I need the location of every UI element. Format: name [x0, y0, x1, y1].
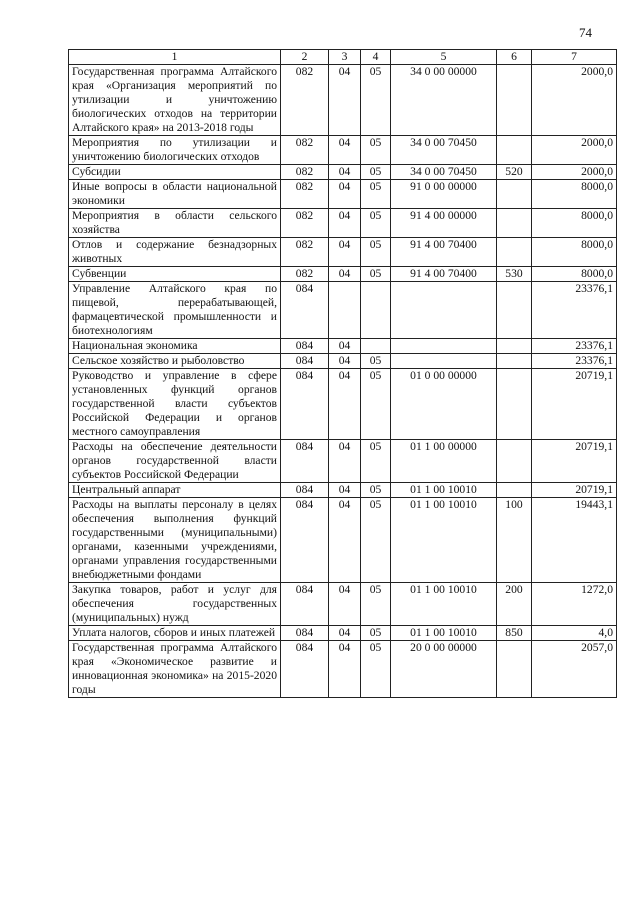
section-code: 04 — [329, 641, 361, 698]
amount: 8000,0 — [532, 209, 617, 238]
target-article: 34 0 00 70450 — [391, 136, 497, 165]
admin-code: 082 — [281, 209, 329, 238]
row-name: Мероприятия по утилизации и уничтожению биологических отходов — [69, 136, 281, 165]
amount: 2057,0 — [532, 641, 617, 698]
section-code: 04 — [329, 65, 361, 136]
section-code: 04 — [329, 483, 361, 498]
admin-code: 082 — [281, 136, 329, 165]
admin-code: 084 — [281, 626, 329, 641]
table-row — [69, 498, 617, 583]
table-row — [69, 583, 617, 626]
subsection-code: 05 — [361, 180, 391, 209]
budget-table — [68, 49, 617, 698]
section-code: 04 — [329, 626, 361, 641]
target-article: 91 4 00 70400 — [391, 267, 497, 282]
subsection-code: 05 — [361, 483, 391, 498]
amount: 23376,1 — [532, 354, 617, 369]
subsection-code: 05 — [361, 354, 391, 369]
row-name: Субвенции — [69, 267, 281, 282]
row-name: Мероприятия в области сельского хозяйства — [69, 209, 281, 238]
admin-code: 084 — [281, 440, 329, 483]
table-row — [69, 136, 617, 165]
column-header: 6 — [497, 50, 532, 65]
row-name: Уплата налогов, сборов и иных платежей — [69, 626, 281, 641]
row-name: Национальная экономика — [69, 339, 281, 354]
target-article: 01 1 00 10010 — [391, 483, 497, 498]
row-name: Расходы на выплаты персоналу в целях обеспечения выполнения функций государственными (муниципальными) органами, казенными учреждениями, органами управления государственными внебюджетными фондами — [69, 498, 281, 583]
header-row — [69, 50, 617, 65]
section-code: 04 — [329, 267, 361, 282]
expense-type — [497, 136, 532, 165]
admin-code: 082 — [281, 267, 329, 282]
amount: 2000,0 — [532, 165, 617, 180]
admin-code: 084 — [281, 483, 329, 498]
table-row — [69, 209, 617, 238]
subsection-code — [361, 339, 391, 354]
amount: 1272,0 — [532, 583, 617, 626]
subsection-code: 05 — [361, 165, 391, 180]
subsection-code: 05 — [361, 626, 391, 641]
table-row — [69, 369, 617, 440]
section-code: 04 — [329, 136, 361, 165]
target-article — [391, 282, 497, 339]
table-row — [69, 354, 617, 369]
table-row — [69, 267, 617, 282]
expense-type — [497, 238, 532, 267]
target-article — [391, 339, 497, 354]
admin-code: 084 — [281, 282, 329, 339]
row-name: Управление Алтайского края по пищевой, перерабатывающей, фармацевтической промышленности и биотехнологиям — [69, 282, 281, 339]
expense-type: 100 — [497, 498, 532, 583]
table-header — [69, 50, 617, 65]
target-article: 91 0 00 00000 — [391, 180, 497, 209]
table-row — [69, 641, 617, 698]
table-row — [69, 180, 617, 209]
amount: 2000,0 — [532, 65, 617, 136]
admin-code: 084 — [281, 641, 329, 698]
section-code: 04 — [329, 583, 361, 626]
amount: 8000,0 — [532, 180, 617, 209]
target-article: 01 1 00 10010 — [391, 498, 497, 583]
expense-type — [497, 209, 532, 238]
column-header: 3 — [329, 50, 361, 65]
admin-code: 082 — [281, 65, 329, 136]
expense-type: 530 — [497, 267, 532, 282]
target-article: 01 1 00 00000 — [391, 440, 497, 483]
subsection-code: 05 — [361, 440, 391, 483]
admin-code: 084 — [281, 369, 329, 440]
row-name: Руководство и управление в сфере установленных функций органов государственной власти субъектов Российской Федерации и органов местного самоуправления — [69, 369, 281, 440]
expense-type — [497, 369, 532, 440]
column-header: 1 — [69, 50, 281, 65]
expense-type — [497, 354, 532, 369]
column-header: 5 — [391, 50, 497, 65]
row-name: Иные вопросы в области национальной экономики — [69, 180, 281, 209]
expense-type — [497, 339, 532, 354]
table-row — [69, 165, 617, 180]
table-row — [69, 483, 617, 498]
row-name: Расходы на обеспечение деятельности органов государственной власти субъектов Российской Федерации — [69, 440, 281, 483]
subsection-code: 05 — [361, 136, 391, 165]
row-name: Государственная программа Алтайского края «Экономическое развитие и инновационная экономика» на 2015-2020 годы — [69, 641, 281, 698]
expense-type: 520 — [497, 165, 532, 180]
section-code: 04 — [329, 498, 361, 583]
expense-type — [497, 440, 532, 483]
expense-type — [497, 483, 532, 498]
target-article: 34 0 00 70450 — [391, 165, 497, 180]
amount: 23376,1 — [532, 339, 617, 354]
section-code: 04 — [329, 354, 361, 369]
column-header: 7 — [532, 50, 617, 65]
amount: 8000,0 — [532, 267, 617, 282]
target-article: 01 0 00 00000 — [391, 369, 497, 440]
row-name: Центральный аппарат — [69, 483, 281, 498]
target-article: 01 1 00 10010 — [391, 626, 497, 641]
amount: 8000,0 — [532, 238, 617, 267]
amount: 20719,1 — [532, 483, 617, 498]
section-code: 04 — [329, 165, 361, 180]
column-header: 4 — [361, 50, 391, 65]
row-name: Отлов и содержание безнадзорных животных — [69, 238, 281, 267]
subsection-code: 05 — [361, 583, 391, 626]
row-name: Сельское хозяйство и рыболовство — [69, 354, 281, 369]
target-article: 91 4 00 00000 — [391, 209, 497, 238]
table-row — [69, 626, 617, 641]
expense-type — [497, 282, 532, 339]
subsection-code: 05 — [361, 369, 391, 440]
admin-code: 084 — [281, 339, 329, 354]
amount: 2000,0 — [532, 136, 617, 165]
table-row — [69, 238, 617, 267]
admin-code: 084 — [281, 583, 329, 626]
target-article: 01 1 00 10010 — [391, 583, 497, 626]
row-name: Субсидии — [69, 165, 281, 180]
expense-type — [497, 641, 532, 698]
section-code: 04 — [329, 238, 361, 267]
amount: 19443,1 — [532, 498, 617, 583]
table-body — [69, 65, 617, 698]
subsection-code: 05 — [361, 641, 391, 698]
amount: 20719,1 — [532, 369, 617, 440]
target-article — [391, 354, 497, 369]
table-row — [69, 282, 617, 339]
row-name: Государственная программа Алтайского края «Организация мероприятий по утилизации и уничтожению биологических отходов на территории Алтайского края» на 2013-2018 годы — [69, 65, 281, 136]
section-code — [329, 282, 361, 339]
target-article: 20 0 00 00000 — [391, 641, 497, 698]
column-header: 2 — [281, 50, 329, 65]
subsection-code: 05 — [361, 238, 391, 267]
subsection-code: 05 — [361, 65, 391, 136]
subsection-code: 05 — [361, 498, 391, 583]
table-row — [69, 339, 617, 354]
amount: 4,0 — [532, 626, 617, 641]
admin-code: 084 — [281, 498, 329, 583]
admin-code: 082 — [281, 238, 329, 267]
page-number: 74 — [579, 25, 592, 40]
row-name: Закупка товаров, работ и услуг для обеспечения государственных (муниципальных) нужд — [69, 583, 281, 626]
expense-type: 850 — [497, 626, 532, 641]
section-code: 04 — [329, 440, 361, 483]
subsection-code — [361, 282, 391, 339]
amount: 20719,1 — [532, 440, 617, 483]
section-code: 04 — [329, 180, 361, 209]
admin-code: 084 — [281, 354, 329, 369]
target-article: 34 0 00 00000 — [391, 65, 497, 136]
table-row — [69, 65, 617, 136]
admin-code: 082 — [281, 180, 329, 209]
amount: 23376,1 — [532, 282, 617, 339]
admin-code: 082 — [281, 165, 329, 180]
section-code: 04 — [329, 369, 361, 440]
target-article: 91 4 00 70400 — [391, 238, 497, 267]
section-code: 04 — [329, 339, 361, 354]
subsection-code: 05 — [361, 209, 391, 238]
expense-type — [497, 180, 532, 209]
expense-type: 200 — [497, 583, 532, 626]
table-row — [69, 440, 617, 483]
expense-type — [497, 65, 532, 136]
subsection-code: 05 — [361, 267, 391, 282]
section-code: 04 — [329, 209, 361, 238]
